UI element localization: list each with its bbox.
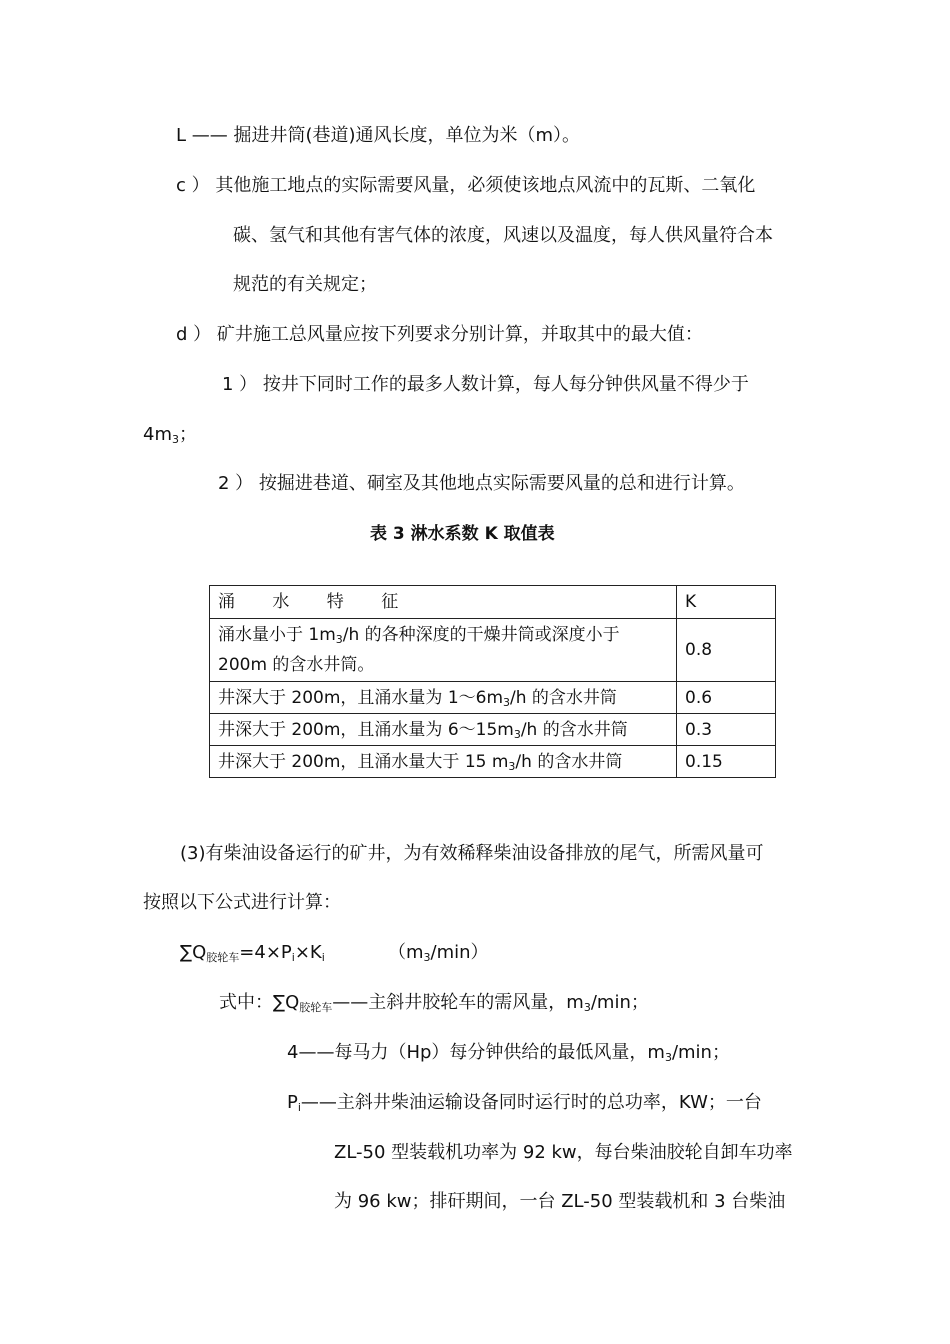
- text-segment: ——主斜井柴油运输设备同时运行时的总功率，KW；一台: [300, 1092, 762, 1113]
- pi-definition-line1: [287, 1091, 762, 1115]
- text-segment: 井深大于 200m，且涌水量为 6～15m: [218, 719, 514, 740]
- pi-definition-line3: 为 96 kw；排矸期间，一台 ZL-50 型装载机和 3 台柴油: [334, 1191, 786, 1212]
- subscript: 3: [664, 1051, 672, 1064]
- row-feature-cell: [210, 746, 677, 778]
- text-segment: （m: [388, 942, 424, 963]
- line-l-definition: L —— 掘进井筒(巷道)通风长度，单位为米（m）。: [176, 125, 581, 146]
- table-title: 表 3 淋水系数 K 取值表: [370, 524, 555, 544]
- row-k-cell: 0.3: [677, 714, 776, 746]
- text-segment: ∑Q: [180, 942, 207, 963]
- four-definition-line: [287, 1041, 730, 1065]
- subscript: 3: [583, 1001, 591, 1014]
- water-coefficient-table: [209, 585, 776, 778]
- text-segment: 涌水量小于 1m: [218, 625, 336, 645]
- text-segment: 4m: [143, 424, 172, 445]
- line-c-item: c ） 其他施工地点的实际需要风量，必须使该地点风流中的瓦斯、二氧化: [176, 175, 756, 196]
- subscript: 3: [508, 759, 516, 773]
- text-segment: /h 的含水井筒: [510, 687, 617, 708]
- text-segment: 式中：∑Q: [219, 992, 300, 1013]
- line-d-item: d ） 矿井施工总风量应按下列要求分别计算，并取其中的最大值：: [176, 324, 703, 345]
- line-c-continuation-2: 规范的有关规定；: [233, 274, 377, 295]
- section3-paragraph-line2: 按照以下公式进行计算：: [143, 892, 341, 913]
- text-segment: /min）: [430, 942, 489, 963]
- text-segment: P: [287, 1092, 298, 1113]
- formula-line: [180, 941, 325, 965]
- subscript: 3: [423, 951, 431, 964]
- row-k-cell: 0.6: [677, 682, 776, 714]
- row-k-cell: 0.15: [677, 746, 776, 778]
- subscript: i: [321, 951, 325, 964]
- table-row: [210, 682, 776, 714]
- row-feature-cell: [210, 619, 677, 682]
- line-d2-item: 2 ） 按掘进巷道、硐室及其他地点实际需要风量的总和进行计算。: [218, 473, 745, 494]
- header-k: K: [677, 586, 776, 619]
- text-segment: /min；: [671, 1042, 730, 1063]
- text-segment: /h 的含水井筒: [520, 719, 628, 740]
- subscript: 3: [335, 633, 343, 646]
- row-feature-cell: [210, 682, 677, 714]
- text-segment: ——主斜井胶轮车的需风量，m: [332, 992, 584, 1013]
- subscript: 3: [513, 727, 521, 741]
- pi-definition-line2: ZL-50 型装载机功率为 92 kw，每台柴油胶轮自卸车功率: [334, 1142, 793, 1163]
- subscript: 胶轮车: [299, 1001, 333, 1014]
- table-row: [210, 714, 776, 746]
- subscript: 3: [172, 433, 179, 446]
- row-feature-cell: [210, 714, 677, 746]
- table-header-row: [210, 586, 776, 619]
- text-segment: =4×P: [239, 942, 292, 963]
- formula-unit: [388, 941, 489, 965]
- header-feature-label: 涌 水 特 征: [218, 592, 415, 612]
- cell-line: [218, 620, 668, 650]
- subscript: i: [291, 951, 295, 964]
- section3-paragraph-line1: (3)有柴油设备运行的矿井，为有效稀释柴油设备排放的尾气，所需风量可: [180, 843, 764, 864]
- table-row: [210, 746, 776, 778]
- text-segment: /h 的含水井筒: [515, 751, 623, 772]
- text-segment: ×K: [294, 942, 322, 963]
- text-segment: ；: [179, 424, 197, 445]
- cell-line: 200m 的含水井筒。: [218, 655, 375, 675]
- where-line: [219, 991, 649, 1015]
- text-segment: 4——每马力（Hp）每分钟供给的最低风量，m: [287, 1042, 665, 1063]
- subscript: i: [297, 1101, 301, 1114]
- subscript: 胶轮车: [206, 951, 240, 964]
- header-feature: [210, 586, 677, 619]
- text-segment: /h 的各种深度的干燥井筒或深度小于: [342, 625, 620, 645]
- text-segment: /min；: [590, 992, 649, 1013]
- text-segment: 井深大于 200m，且涌水量大于 15 m: [218, 751, 509, 772]
- line-d1-item: 1 ） 按井下同时工作的最多人数计算，每人每分钟供风量不得少于: [222, 374, 749, 395]
- line-c-continuation-1: 碳、氢气和其他有害气体的浓度，风速以及温度，每人供风量符合本: [233, 225, 773, 246]
- line-d1-continuation: [143, 423, 197, 447]
- subscript: 3: [503, 695, 511, 709]
- table-row: [210, 619, 776, 682]
- text-segment: 井深大于 200m，且涌水量为 1～6m: [218, 687, 504, 708]
- row-k-cell: 0.8: [677, 619, 776, 682]
